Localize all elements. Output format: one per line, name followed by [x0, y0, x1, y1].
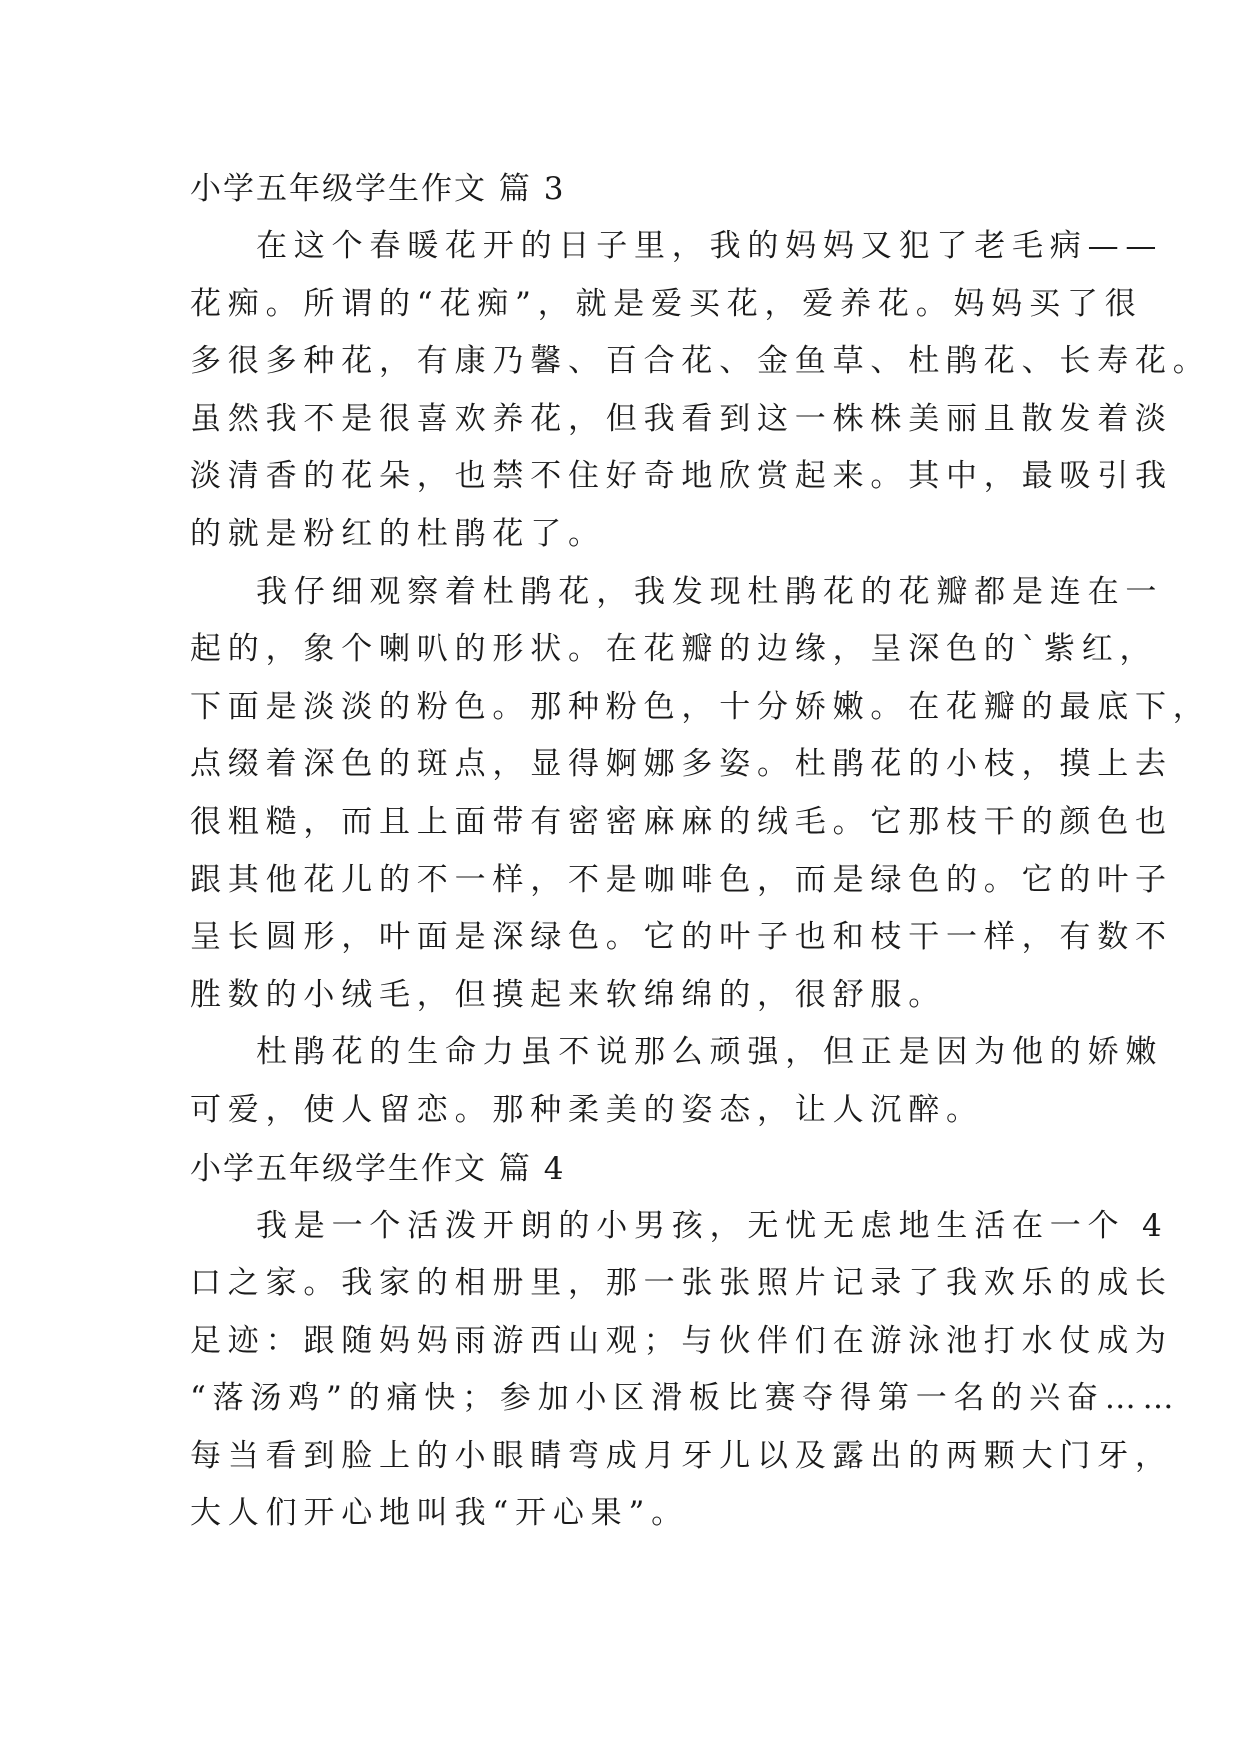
text-line: 口之家。我家的相册里，那一张张照片记录了我欢乐的成长: [190, 1265, 1173, 1302]
text-line: 足迹：跟随妈妈雨游西山观；与伙伴们在游泳池打水仗成为: [190, 1322, 1173, 1359]
document-page: [190, 160, 1211, 1543]
text-line: 虽然我不是很喜欢养花，但我看到这一株株美丽且散发着淡: [190, 400, 1173, 437]
text-line: 的就是粉红的杜鹃花了。: [190, 515, 606, 552]
text-line: 我是一个活泼开朗的小男孩，无忧无虑地生活在一个 4: [256, 1207, 1169, 1244]
text-line: 每当看到脸上的小眼睛弯成月牙儿以及露出的两颗大门牙，: [190, 1437, 1173, 1474]
text-line: 花痴。所谓的“花痴”，就是爱买花，爱养花。妈妈买了很: [190, 285, 1143, 322]
text-line: 起的，象个喇叭的形状。在花瓣的边缘，呈深色的`紫红，: [190, 631, 1158, 668]
text-line: 在这个春暖花开的日子里，我的妈妈又犯了老毛病——: [256, 228, 1164, 264]
essay-4-title: 小学五年级学生作文 篇 4: [190, 1150, 566, 1187]
text-line: 跟其他花儿的不一样，不是咖啡色，而是绿色的。它的叶子: [190, 861, 1173, 898]
text-line: 我仔细观察着杜鹃花，我发现杜鹃花的花瓣都是连在一: [256, 573, 1164, 610]
text-line: 很粗糙，而且上面带有密密麻麻的绒毛。它那枝干的颜色也: [190, 803, 1173, 840]
text-line: 下面是淡淡的粉色。那种粉色，十分娇嫩。在花瓣的最底下，: [190, 688, 1211, 725]
text-line: “落汤鸡”的痛快；参加小区滑板比赛夺得第一名的兴奋……: [190, 1380, 1181, 1417]
essay-4-paragraph-1: [190, 1198, 1181, 1544]
essay-3-paragraph-3: [190, 1024, 1164, 1139]
text-line: 可爱，使人留恋。那种柔美的姿态，让人沉醉。: [190, 1091, 984, 1128]
text-line: 点缀着深色的斑点，显得婀娜多姿。杜鹃花的小枝，摸上去: [190, 746, 1173, 783]
essay-3-paragraph-2: [190, 564, 1211, 1025]
text-line: 胜数的小绒毛，但摸起来软绵绵的，很舒服。: [190, 976, 946, 1013]
text-line: 呈长圆形，叶面是深绿色。它的叶子也和枝干一样，有数不: [190, 919, 1173, 956]
text-line: 多很多种花，有康乃馨、百合花、金鱼草、杜鹃花、长寿花。: [190, 343, 1211, 380]
text-line: 淡清香的花朵，也禁不住好奇地欣赏起来。其中，最吸引我: [190, 458, 1173, 495]
text-line: 杜鹃花的生命力虽不说那么顽强，但正是因为他的娇嫩: [256, 1034, 1164, 1071]
essay-3-paragraph-1: [190, 218, 1211, 564]
essay-3-title: 小学五年级学生作文 篇 3: [190, 171, 566, 207]
text-line: 大人们开心地叫我“开心果”。: [190, 1495, 689, 1532]
